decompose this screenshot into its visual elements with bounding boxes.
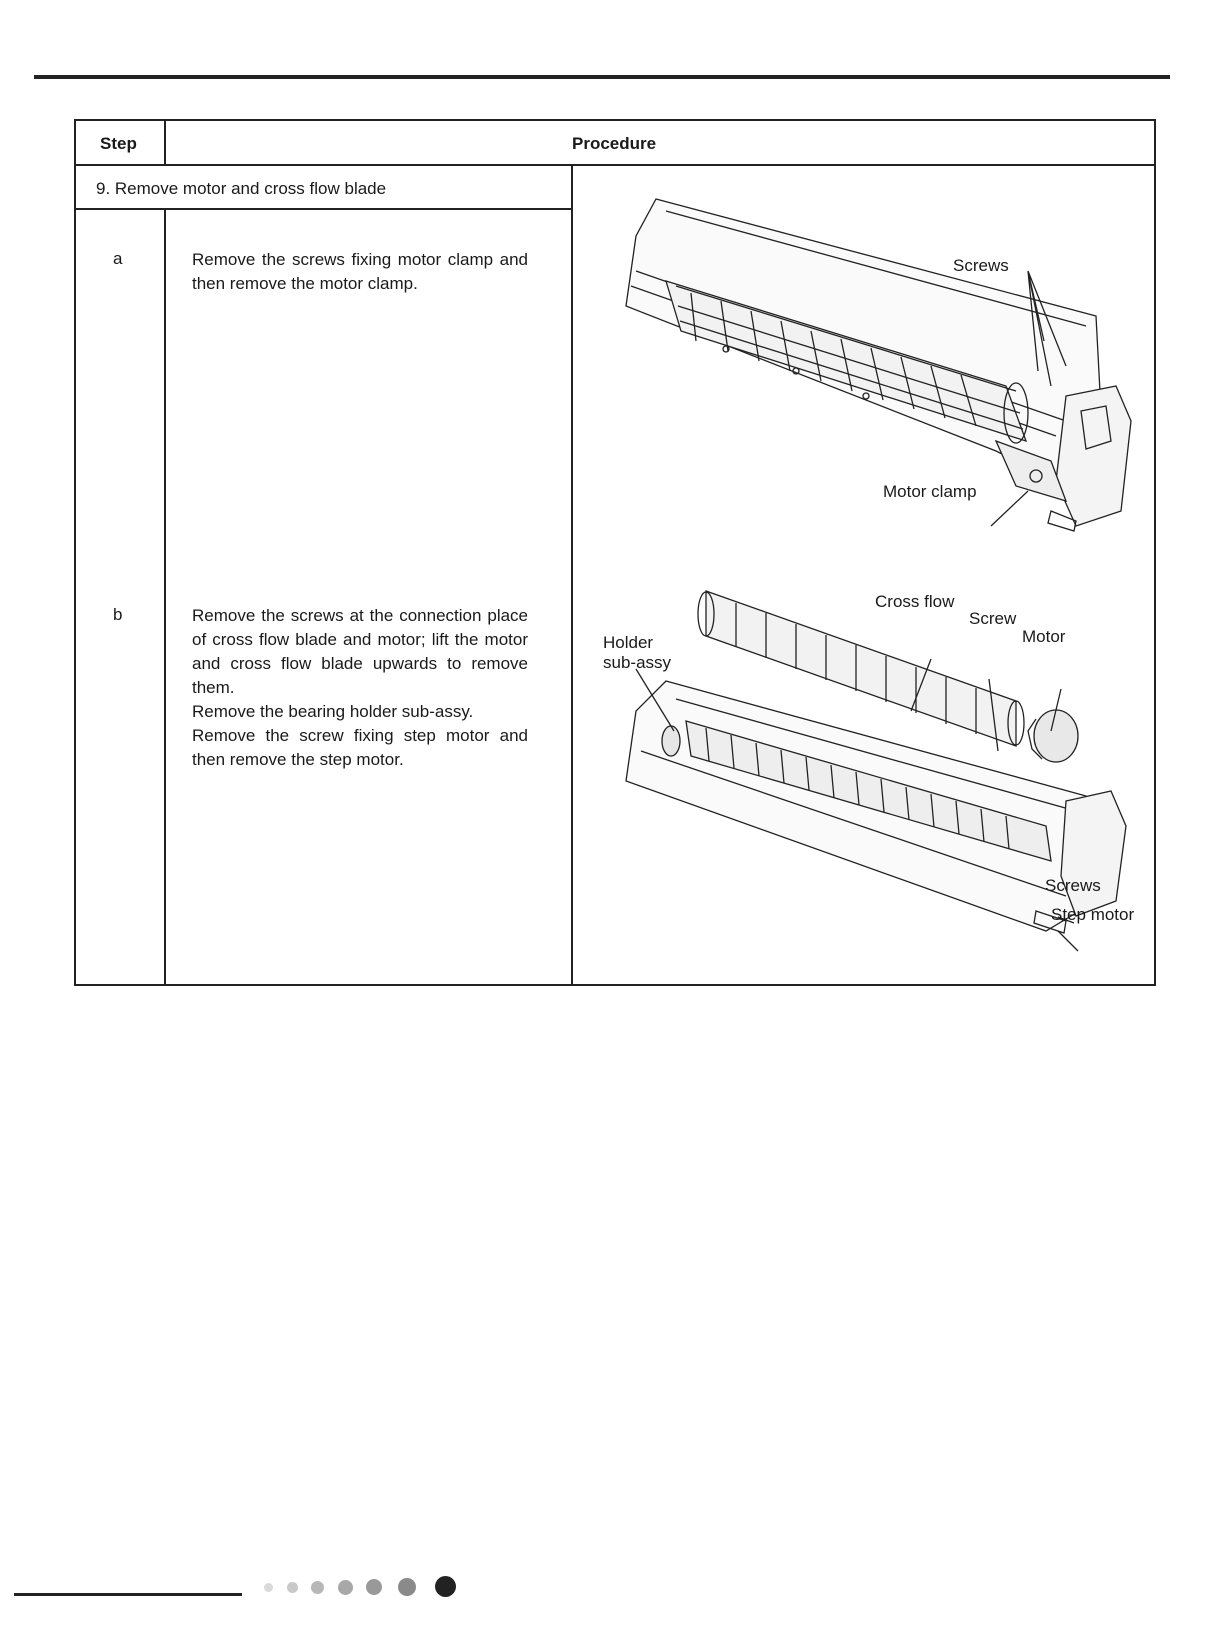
footer-rule	[14, 1593, 242, 1596]
footer-dot-6	[398, 1578, 416, 1596]
footer-dot-5	[366, 1579, 382, 1595]
label-screws-b: Screws	[1045, 876, 1101, 895]
label-step-motor: Step motor	[1051, 905, 1135, 924]
step-b-line-3: Remove the screw fixing step motor and then remove the step motor.	[192, 726, 528, 769]
label-motor: Motor	[1022, 627, 1066, 646]
footer-page-dots	[260, 1572, 470, 1602]
step-b-id: b	[113, 605, 123, 624]
section-divider	[76, 208, 573, 210]
step-b-line-1: Remove the screws at the connection place of cross flow blade and motor; lift the motor and cross flow blade upwards to remove them.	[192, 606, 528, 697]
step-column-divider-lower	[164, 209, 166, 986]
header-divider	[76, 164, 1154, 166]
step-a-id: a	[113, 249, 123, 268]
section-title: 9. Remove motor and cross flow blade	[96, 179, 387, 198]
label-motor-clamp: Motor clamp	[883, 482, 977, 501]
footer-dot-4	[338, 1580, 353, 1595]
footer-dot-7	[435, 1576, 456, 1597]
step-a-text: Remove the screws fixing motor clamp and then remove the motor clamp.	[192, 250, 528, 293]
step-b-line-2: Remove the bearing holder sub-assy.	[192, 702, 474, 721]
label-screw: Screw	[969, 609, 1017, 628]
figure-column-divider	[571, 165, 573, 986]
footer-dot-3	[311, 1581, 324, 1594]
footer-dot-2	[287, 1582, 298, 1593]
procedure-table	[74, 119, 1156, 986]
header-step: Step	[100, 134, 137, 153]
label-cross-flow: Cross flow	[875, 592, 955, 611]
step-column-divider	[164, 121, 166, 165]
label-sub-assy: sub-assy	[603, 653, 672, 672]
top-rule	[34, 75, 1170, 79]
footer-dot-1	[264, 1583, 273, 1592]
label-holder: Holder	[603, 633, 654, 652]
header-procedure: Procedure	[572, 134, 657, 153]
label-screws-a: Screws	[953, 256, 1009, 275]
figure-a-illustration	[596, 181, 1156, 581]
